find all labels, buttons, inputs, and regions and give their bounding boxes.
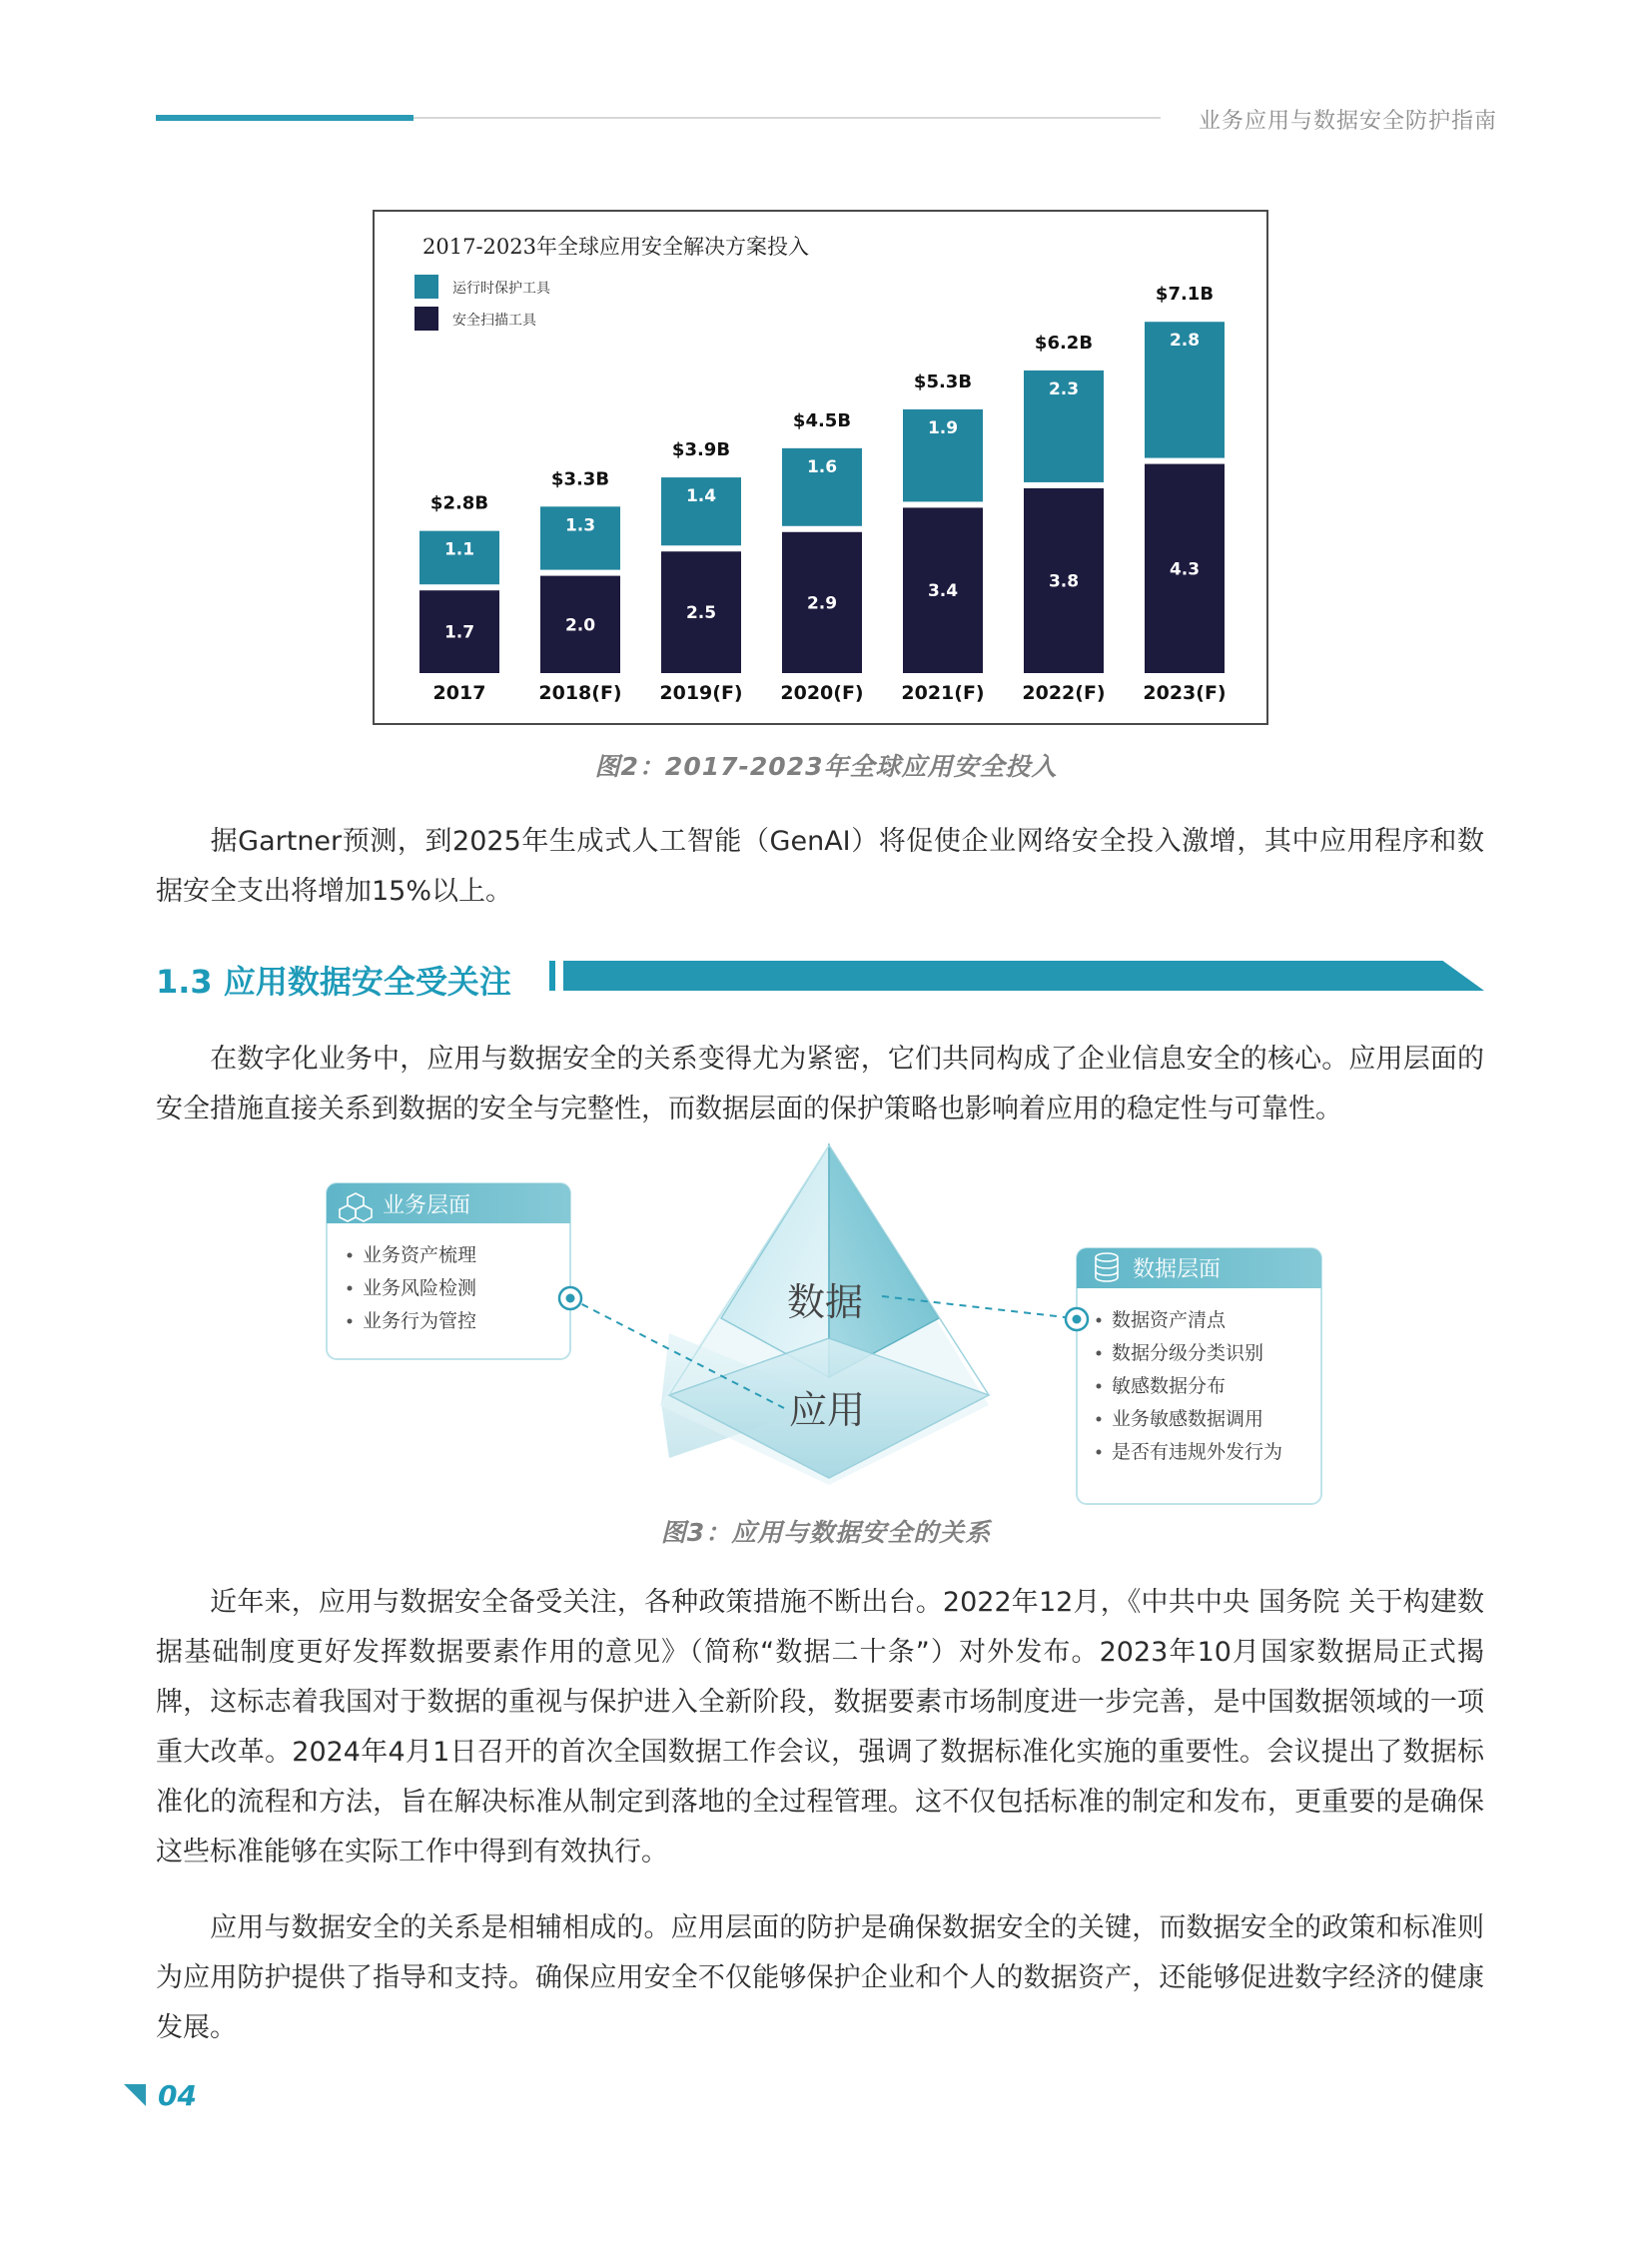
bar-value-label: 2.9 — [806, 593, 838, 614]
bar-value-label: 1.3 — [564, 515, 596, 536]
bullet-dot — [1097, 1384, 1102, 1389]
x-tick-label: 2018(F) — [538, 682, 622, 704]
paragraph-intro-text: 在数字化业务中，应用与数据安全的关系变得尤为紧密，它们共同构成了企业信息安全的核心。应用层面的安全措施直接关系到数据的安全与完整性，而数据层面的保护策略也影响着应用的稳定性与可靠性。 — [156, 1044, 1484, 1124]
bullet-dot — [348, 1253, 353, 1258]
chart-frame — [373, 210, 1268, 725]
stacked-bar-chart — [375, 212, 1266, 723]
chart-legend — [414, 275, 551, 331]
x-tick-label: 2017 — [432, 682, 486, 704]
bar-value-label: 2.3 — [1048, 378, 1080, 399]
business-layer-box — [327, 1183, 570, 1359]
bullet-dot — [1097, 1318, 1102, 1323]
paragraph-conclusion-text: 应用与数据安全的关系是相辅相成的。应用层面的防护是确保数据安全的关键，而数据安全的政策和标准则为应用防护提供了指导和支持。确保应用安全不仅能够保护企业和个人的数据资产，还能够促进数字经济的健康发展。 — [156, 1912, 1484, 2043]
legend-swatch — [414, 275, 438, 299]
bar-value-label: 4.3 — [1169, 559, 1201, 580]
figure-3-caption: 图3：应用与数据安全的关系 — [660, 1518, 992, 1547]
data-anchor-center — [1073, 1315, 1082, 1324]
x-tick-label: 2020(F) — [780, 682, 864, 704]
bar-total-label: $4.5B — [792, 409, 852, 431]
paragraph-gartner — [156, 817, 1484, 917]
bar-total-label: $3.3B — [550, 468, 610, 490]
figure-2-caption: 图2：2017-2023年全球应用安全投入 — [594, 752, 1058, 781]
data-item: 是否有违规外发行为 — [1112, 1441, 1283, 1463]
bar-value-label: 1.7 — [443, 622, 475, 643]
chart-bars — [419, 284, 1227, 704]
paragraph-policy — [156, 1578, 1484, 1877]
paragraph-gartner-text: 据Gartner预测，到2025年生成式人工智能（GenAI）将促使企业网络安全投入激增，其中应用程序和数据安全支出将增加15%以上。 — [156, 826, 1484, 907]
bar-value-label: 1.1 — [443, 539, 475, 560]
section-bar — [563, 961, 1484, 991]
x-tick-label: 2019(F) — [659, 682, 743, 704]
page-number-marker — [124, 2084, 146, 2106]
data-layer-title: 数据层面 — [1133, 1257, 1222, 1282]
section-bar-marker — [549, 961, 555, 991]
bullet-dot — [1097, 1351, 1102, 1356]
business-layer-title: 业务层面 — [383, 1193, 471, 1218]
bar-total-label: $3.9B — [671, 439, 731, 461]
bullet-dot — [348, 1286, 353, 1291]
bullet-dot — [1097, 1417, 1102, 1422]
x-tick-label: 2022(F) — [1022, 682, 1106, 704]
bar-value-label: 2.0 — [564, 615, 596, 636]
business-anchor-center — [566, 1294, 575, 1303]
bar-value-label: 3.4 — [927, 581, 959, 602]
bar-value-label: 1.9 — [927, 417, 959, 438]
x-tick-label: 2021(F) — [901, 682, 985, 704]
bar-total-label: $6.2B — [1034, 332, 1094, 354]
paragraph-intro — [156, 1035, 1484, 1134]
bullet-dot — [1097, 1450, 1102, 1455]
header-accent-bar — [156, 115, 413, 121]
data-item: 业务敏感数据调用 — [1112, 1408, 1264, 1430]
chart-title: 2017-2023年全球应用安全解决方案投入 — [422, 235, 809, 259]
header-title: 业务应用与数据安全防护指南 — [1199, 109, 1498, 134]
bar-total-label: $5.3B — [913, 371, 973, 392]
x-tick-label: 2023(F) — [1143, 682, 1227, 704]
legend-label: 安全扫描工具 — [452, 313, 536, 329]
header-rule — [413, 117, 1161, 119]
data-item: 数据资产清点 — [1112, 1309, 1227, 1331]
business-item: 业务风险检测 — [363, 1277, 477, 1299]
paragraph-policy-text: 近年来，应用与数据安全备受关注，各种政策措施不断出台。2022年12月，《中共中央 国务院 关于构建数据基础制度更好发挥数据要素作用的意见》（简称“数据二十条”）对外发布。2023年10月国家数据局正式揭牌，这标志着我国对于数据的重视与保护进入全新阶段，数据要素市场制度进一步完善，是中国数据领域的一项重大改革。2024年4月1日召开的首次全国数据工作会议，强调了数据标准化实施的重要性。会议提出了数据标准化的流程和方法，旨在解决标准从制定到落地的全过程管理。这不仅包括标准的制定和发布，更重要的是确保这些标准能够在实际工作中得到有效执行。 — [156, 1587, 1484, 1868]
paragraph-conclusion — [156, 1903, 1484, 2053]
pyramid-label-data: 数据 — [787, 1280, 864, 1324]
data-item: 数据分级分类识别 — [1112, 1342, 1264, 1364]
bar-value-label: 2.5 — [685, 603, 717, 624]
bar-total-label: $2.8B — [429, 492, 489, 514]
relationship-diagram — [0, 1133, 1652, 1508]
data-item: 敏感数据分布 — [1112, 1375, 1227, 1397]
business-item: 业务资产梳理 — [363, 1244, 477, 1266]
bar-total-label: $7.1B — [1155, 284, 1215, 306]
bar-value-label: 1.4 — [685, 486, 717, 507]
bar-value-label: 1.6 — [806, 456, 838, 477]
bar-value-label: 2.8 — [1169, 331, 1201, 352]
legend-label: 运行时保护工具 — [452, 281, 550, 297]
page-number: 04 — [158, 2079, 197, 2112]
section-title: 1.3 应用数据安全受关注 — [156, 963, 511, 1001]
bullet-dot — [348, 1319, 353, 1324]
pyramid-label-app: 应用 — [789, 1388, 866, 1432]
bar-value-label: 3.8 — [1048, 571, 1080, 592]
legend-swatch — [414, 307, 438, 331]
business-item: 业务行为管控 — [363, 1310, 477, 1332]
